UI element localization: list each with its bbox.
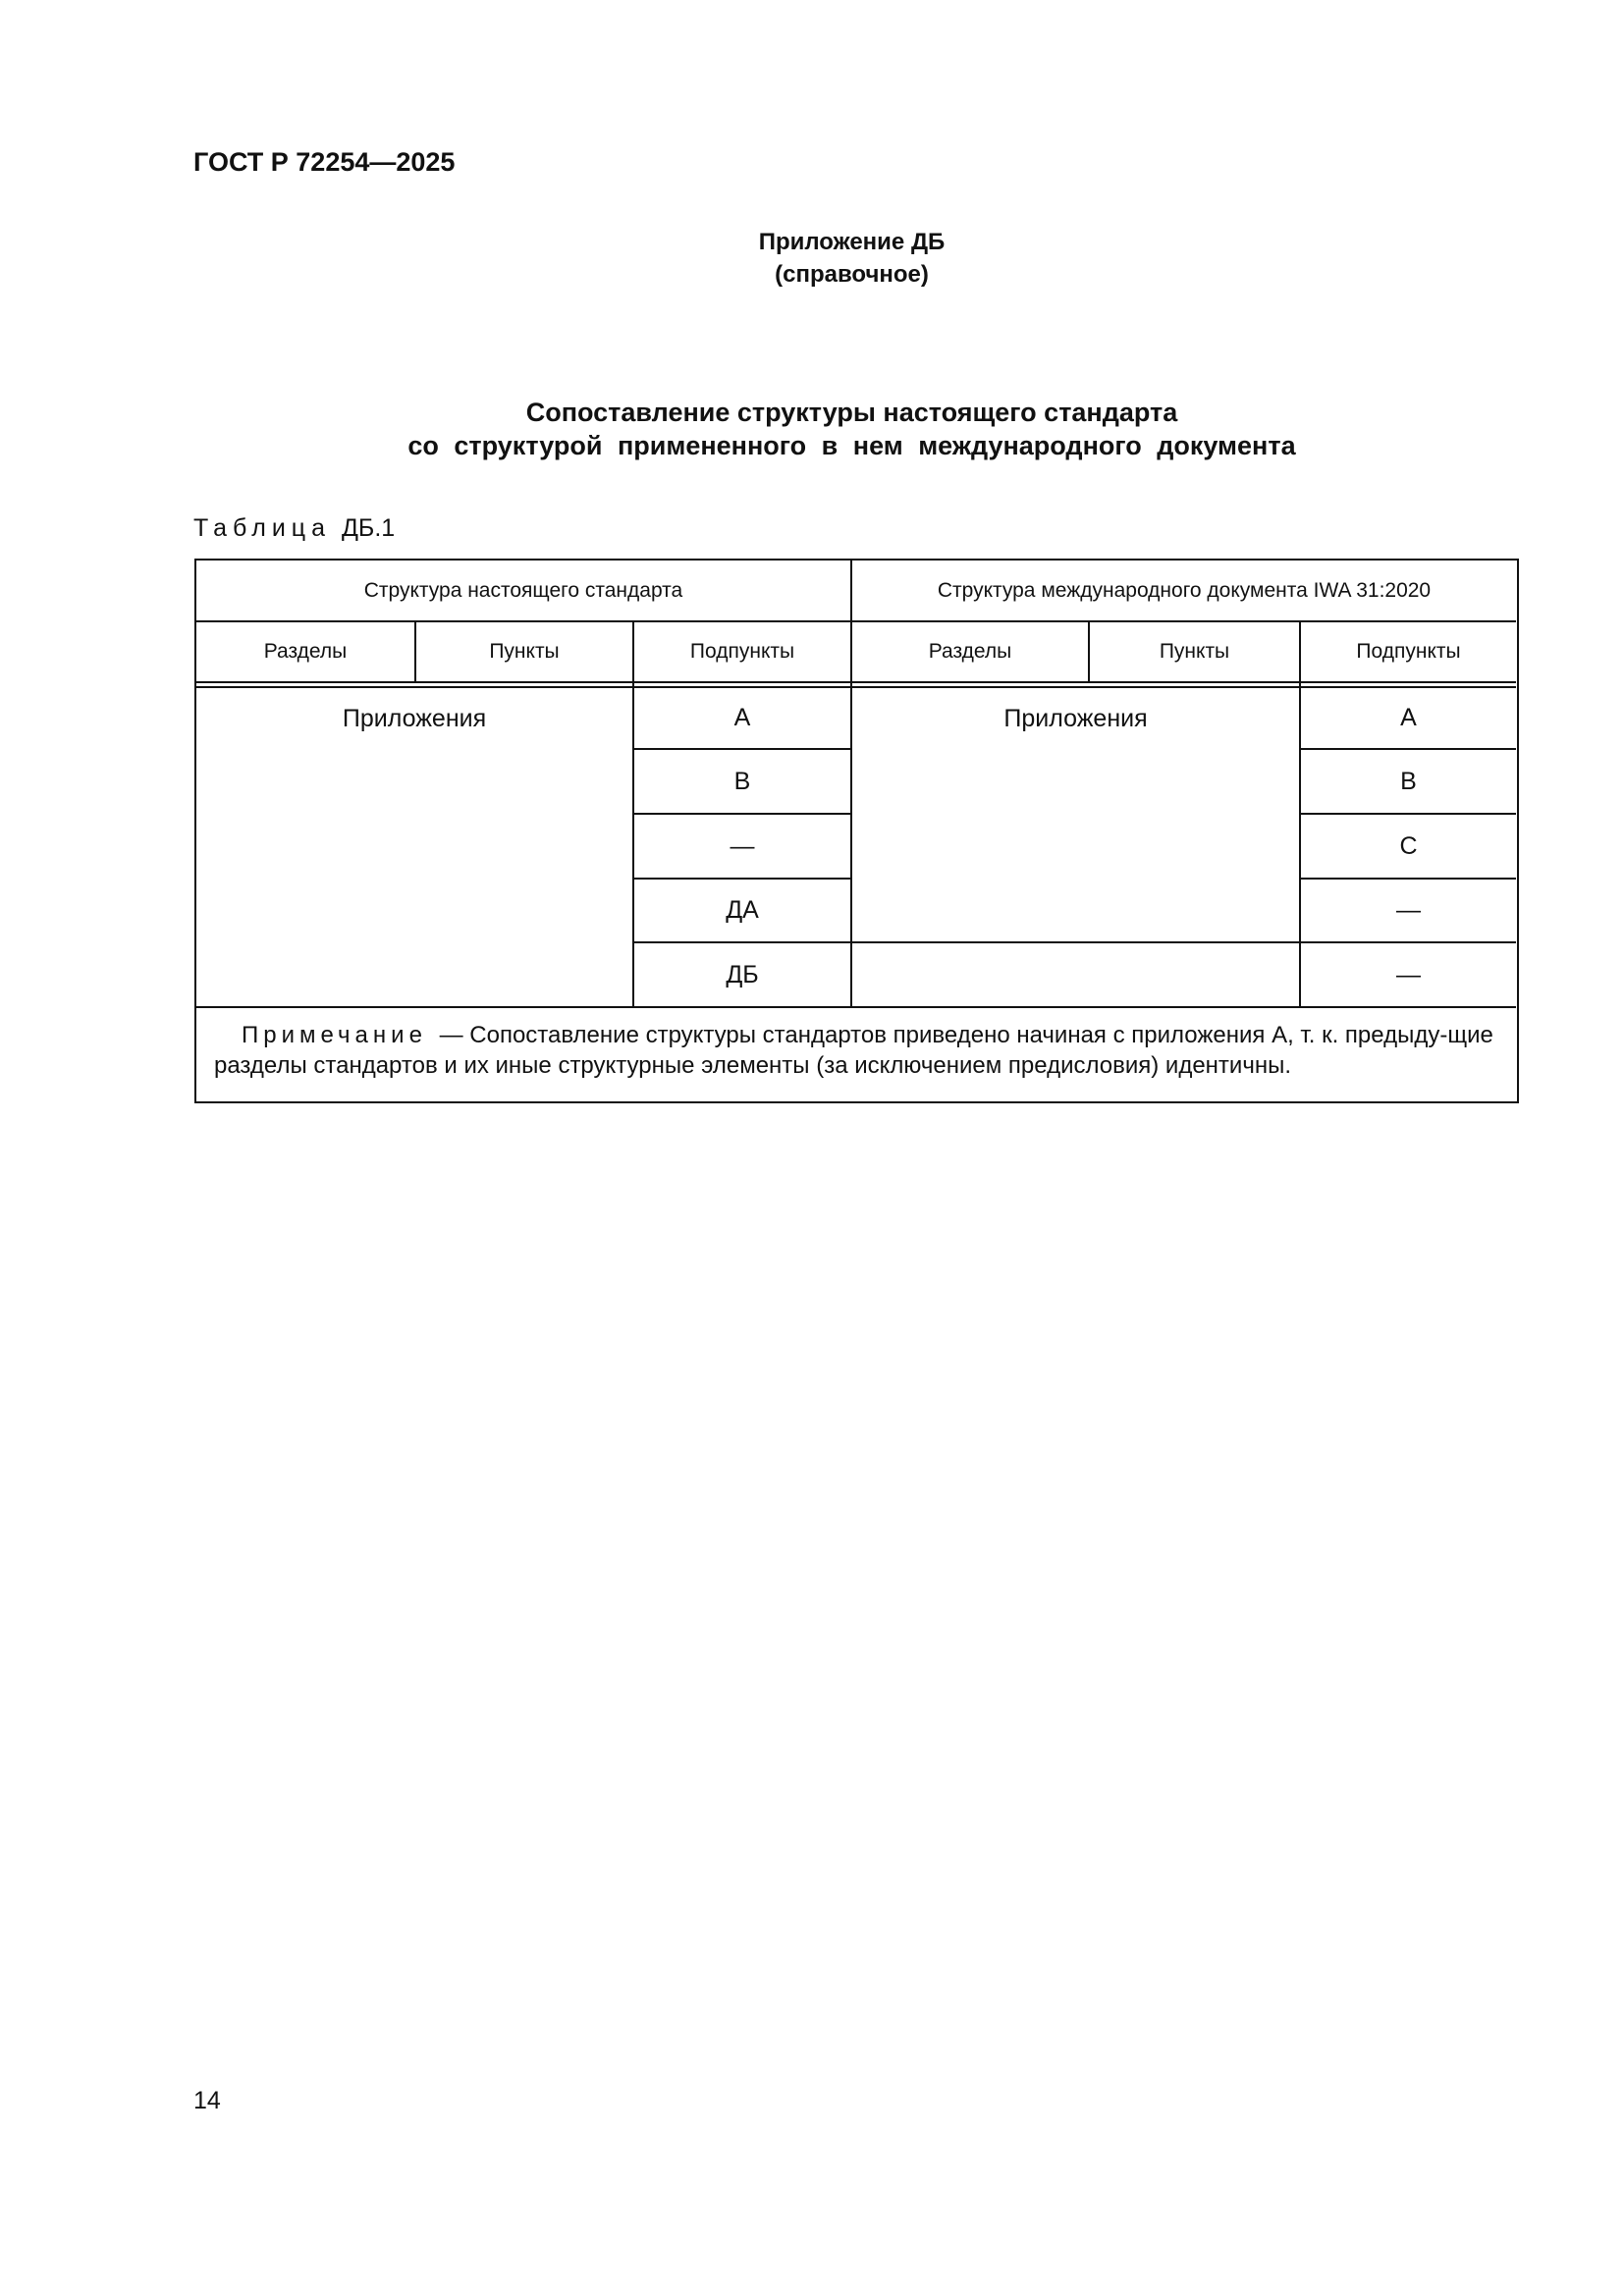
section-title-line-1: Сопоставление структуры настоящего стандарта: [525, 398, 1178, 427]
annexes-label-right: Приложения: [1003, 705, 1148, 732]
left-subitem: ДА: [726, 896, 759, 924]
table-caption: [193, 514, 395, 543]
right-subitem: —: [1396, 896, 1421, 924]
table-caption-label: Таблица: [193, 514, 332, 542]
column-subclauses-right: Подпункты: [1356, 640, 1461, 663]
document-id: ГОСТ Р 72254—2025: [193, 147, 456, 177]
column-subclauses-left: Подпункты: [689, 640, 795, 663]
annex-title: Приложение ДБ: [758, 229, 946, 255]
column-clauses-left: Пункты: [489, 640, 560, 663]
column-sections-right: Разделы: [928, 640, 1012, 663]
left-subitem: ДБ: [726, 960, 759, 988]
right-subitem: С: [1399, 831, 1418, 860]
right-subitem: —: [1396, 960, 1421, 988]
table-rule: [196, 1006, 1516, 1008]
right-subitem: В: [1400, 767, 1417, 795]
header-current-standard: Структура настоящего стандарта: [363, 578, 683, 602]
section-title-line-2: со структурой примененного в нем международного документа: [407, 431, 1296, 460]
right-subitem: А: [1400, 704, 1417, 731]
column-sections-left: Разделы: [263, 640, 348, 663]
note-text: — Сопоставление структуры стандартов приведено начиная с приложения А, т. к. предыду-щие разделы стандартов и их иные структурные элементы (за исключением предисловия) идентичны.: [214, 1022, 1493, 1079]
table-caption-number: ДБ.1: [341, 514, 396, 542]
left-subitem: А: [733, 704, 751, 731]
left-subitem: —: [730, 831, 755, 860]
header-international-document: Структура международного документа IWA 31:2020: [937, 578, 1432, 602]
page-number: 14: [193, 2087, 221, 2114]
comparison-table: [194, 559, 1519, 1103]
annex-kind: (справочное): [775, 261, 929, 288]
table-rule: [196, 681, 1516, 683]
column-clauses-right: Пункты: [1159, 640, 1230, 663]
table-note: [196, 1020, 1516, 1081]
note-label: Примечание: [242, 1022, 427, 1048]
annexes-label-left: Приложения: [342, 705, 487, 732]
left-subitem: В: [733, 767, 751, 795]
